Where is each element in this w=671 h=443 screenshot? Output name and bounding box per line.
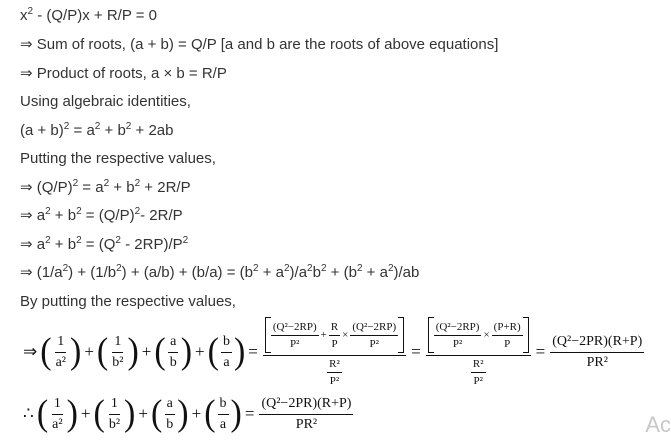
putting-values-heading: Putting the respective values, xyxy=(20,150,216,167)
therefore-symbol: ∴ xyxy=(23,404,34,423)
result-fraction-1: $\frac{\text{(Q²−2PR)(R+P)}}{\text{PR²}}$ xyxy=(552,333,643,370)
identities-heading: Using algebraic identities, xyxy=(20,93,191,110)
implies-symbol: ⇒ xyxy=(23,342,38,361)
expanded-equation: ⇒ ( $\frac{1}{\text{a²}}$ ) + ( $\frac{1}{\text{b²}}$ ) + ( $\frac{a}{b}$ ) + ( $\frac{b}{a}$ ) = $\frac{\text{(Q²−2RP)}}{\text{P²}}$ + $\frac{R}{P}$ × $\frac{\text{(Q²−2RP)}}{\text{P²}}$ $\frac{\text{R²}}{\text{P²}}$ = $\frac{\text{(Q²−2RP)}}{\text{P²}}$ × $\frac{(P+R)}{P}$ $\frac{\text{R²}}{\text{P²}}$ = $\frac{\text{(Q²−2PR)(R+P)}}{\text{PR²}}$ xyxy=(20,318,646,386)
watermark: Ac xyxy=(645,412,671,437)
result-fraction-2: $\frac{\text{(Q²−2PR)(R+P)}}{\text{PR²}}$ xyxy=(261,395,352,432)
equation-line-7: ⇒ $(Q/P)^2 = a^2 + b^2 + 2R/P$ xyxy=(20,178,191,196)
equation-line-1: $x^2 - (Q/P)x + R/P = 0$ xyxy=(20,6,157,24)
main-fraction-1: $\frac{\text{(Q²−2RP)}}{\text{P²}}$ + $\frac{R}{P}$ × $\frac{\text{(Q²−2RP)}}{\text{P²}}$ $\frac{\text{R²}}{\text{P²}}$ xyxy=(263,317,406,388)
final-equation: ∴ ( $\frac{1}{\text{a²}}$ ) + ( $\frac{1}{\text{b²}}$ ) + ( $\frac{a}{b}$ ) + ( $\frac{b}{a}$ ) = $\frac{\text{(Q²−2PR)(R+P)}}{\text{PR²}}$ xyxy=(20,392,355,436)
sum-of-roots-line: ⇒ Sum of roots, (a + b) = Q/P [a and b are the roots of above equations] xyxy=(20,36,499,53)
equation-line-9: ⇒ $a^2 + b^2 = (Q^2 - 2RP)/P^2$ xyxy=(20,235,189,253)
equation-line-8: ⇒ $a^2 + b^2 = (Q/P)^2-$ 2R/P xyxy=(20,206,183,224)
respective-values-heading: By putting the respective values, xyxy=(20,293,236,310)
equation-line-10: ⇒ $(1/a^2) + (1/b^2) + (a/b) + (b/a) = (b^2 + a^2)/a^2b^2 + (b^2 + a^2)/ab$ xyxy=(20,263,420,281)
product-of-roots-line: ⇒ Product of roots, a × b = R/P xyxy=(20,65,227,82)
main-fraction-2: $\frac{\text{(Q²−2RP)}}{\text{P²}}$ × $\frac{(P+R)}{P}$ $\frac{\text{R²}}{\text{P²}}$ xyxy=(426,317,531,388)
identity-line: $(a + b)^2 = a^2 + b^2 + 2ab$ xyxy=(20,121,174,139)
